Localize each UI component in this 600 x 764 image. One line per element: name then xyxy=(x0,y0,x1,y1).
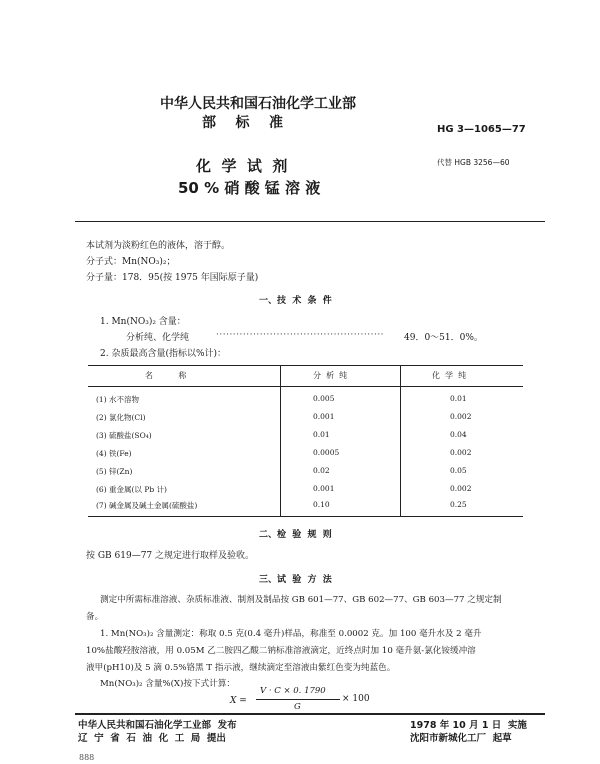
row-ar: 0.0005 xyxy=(313,448,340,457)
doc-title-2: 50 % 硝 酸 锰 溶 液 xyxy=(178,179,321,197)
footer-rule xyxy=(75,713,545,715)
row-name: (3) 硫酸盐(SO₄) xyxy=(96,431,152,440)
row-ar: 0.01 xyxy=(313,430,330,439)
section2-heading: 二、检 验 规 则 xyxy=(259,530,332,540)
formula-denominator: G xyxy=(294,702,301,712)
footer-publisher: 中华人民共和国石油化学工业部 发布 xyxy=(78,720,237,731)
table-top-rule xyxy=(88,365,523,366)
footer-drafter: 沈阳市新城化工厂 起草 xyxy=(410,733,512,744)
row-ar: 0.005 xyxy=(313,394,335,403)
formula-rhs: × 100 xyxy=(342,694,370,704)
row-name: (7) 碱金属及碱土金属(硫酸盐) xyxy=(96,501,198,510)
section3-para3: Mn(NO₃)₂ 含量%(X)按下式计算： xyxy=(100,679,235,689)
section3-heading: 三、试 验 方 法 xyxy=(259,575,332,585)
table-header-ar: 分 析 纯 xyxy=(313,371,348,380)
row-cp: 0.002 xyxy=(450,484,472,493)
section2-text: 按 GB 619—77 之规定进行取样及验收。 xyxy=(86,551,255,561)
formula-fraction-bar xyxy=(256,699,340,700)
section3-para2-line1: 1. Mn(NO₃)₂ 含量测定：称取 0.5 克(0.4 毫升)样品，称准至 0.0002 克。加 100 毫升水及 2 毫升 xyxy=(100,629,482,639)
row-ar: 0.10 xyxy=(313,500,330,509)
section1-heading: 一、技 术 条 件 xyxy=(259,296,332,306)
section3-para2-line2: 10%盐酸羟胺溶液，用 0.05M 乙二胺四乙酸二钠标准溶液滴定，近终点时加 10 毫升氨-氯化铵缓冲溶 xyxy=(86,646,476,656)
section1-item1: 1. Mn(NO₃)₂ 含量： xyxy=(100,317,186,327)
section1-item1-label: 分析纯、化学纯 xyxy=(126,333,190,343)
row-cp: 0.25 xyxy=(450,500,467,509)
table-row xyxy=(90,466,520,486)
section1-item2: 2. 杂质最高含量(指标以%计)： xyxy=(100,349,227,359)
table-row xyxy=(90,412,520,432)
table-row xyxy=(90,448,520,468)
row-name: (1) 水不溶物 xyxy=(96,395,140,404)
footer-proposer: 辽 宁 省 石 油 化 工 局 提出 xyxy=(78,733,226,744)
page-number: 888 xyxy=(79,753,95,762)
section3-para2-line3: 液甲(pH10)及 5 滴 0.5%铬黑 T 指示液，继续滴定至溶液由紫红色变为纯蓝色。 xyxy=(86,663,396,673)
replaces-note: 代替 HGB 3256—60 xyxy=(437,158,510,167)
table-header-name: 名 称 xyxy=(145,371,187,380)
section1-item1-dots: ·················································· xyxy=(216,330,385,340)
standard-code: HG 3—1065—77 xyxy=(437,124,526,135)
row-name: (5) 锌(Zn) xyxy=(96,467,133,476)
row-cp: 0.04 xyxy=(450,430,467,439)
intro-line-1: 本试剂为淡粉红色的液体，溶于醇。 xyxy=(86,241,231,251)
section3-para1-line1: 测定中所需标准溶液、杂质标准液、制剂及制品按 GB 601—77、GB 602—77、GB 603—77 之规定制 xyxy=(100,595,502,605)
formula-numerator: V · C × 0. 1790 xyxy=(260,686,326,696)
section3-para1-line2: 备。 xyxy=(86,612,104,622)
standard-type: 部 标 准 xyxy=(202,115,283,131)
doc-title-1: 化 学 试 剂 xyxy=(196,157,288,175)
table-row xyxy=(90,430,520,450)
formula-lhs: X = xyxy=(230,696,247,706)
row-ar: 0.02 xyxy=(313,466,330,475)
section1-item1-value: 49．0～51．0%。 xyxy=(404,333,483,343)
row-cp: 0.002 xyxy=(450,448,472,457)
row-ar: 0.001 xyxy=(313,412,335,421)
table-header-rule xyxy=(88,386,523,387)
row-name: (2) 氯化物(Cl) xyxy=(96,413,146,422)
intro-line-3: 分子量：178．95(按 1975 年国际原子量) xyxy=(86,273,259,283)
row-name: (6) 重金属(以 Pb 计) xyxy=(96,485,167,494)
row-cp: 0.002 xyxy=(450,412,472,421)
intro-line-2: 分子式：Mn(NO₃)₂； xyxy=(86,257,176,267)
header-rule xyxy=(75,221,545,222)
table-row xyxy=(90,394,520,414)
table-header-cp: 化 学 纯 xyxy=(432,371,467,380)
row-ar: 0.001 xyxy=(313,484,335,493)
row-cp: 0.05 xyxy=(450,466,467,475)
table-row xyxy=(90,500,520,520)
row-cp: 0.01 xyxy=(450,394,467,403)
row-name: (4) 铁(Fe) xyxy=(96,449,132,458)
ministry-title: 中华人民共和国石油化学工业部 xyxy=(160,96,356,112)
footer-effective-date: 1978 年 10 月 1 日 实施 xyxy=(410,720,527,731)
